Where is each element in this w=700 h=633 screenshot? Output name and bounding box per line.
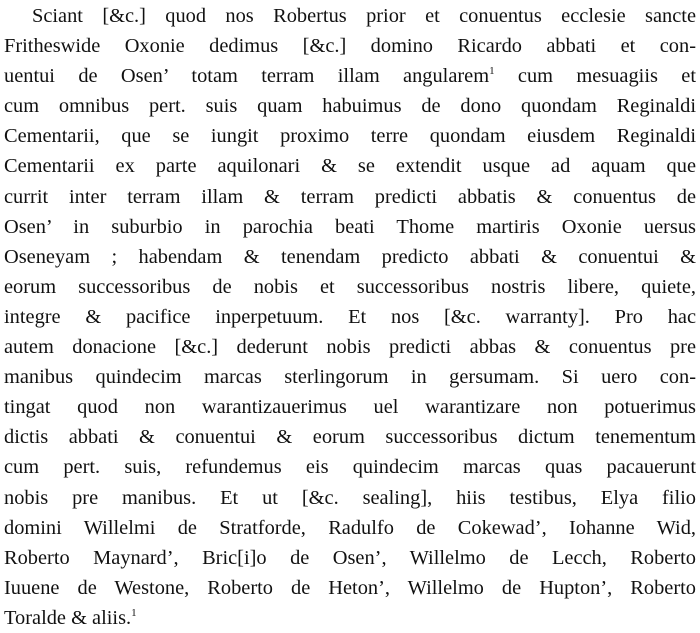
text-line: Toralde & aliis.$^1$: [4, 606, 137, 629]
text-line: manibus quindecim marcas sterlingorum in gersumam. Si uero con-: [4, 366, 696, 389]
charter-text-block: [4, 1, 696, 633]
text-line: autem donacione [&c.] dederunt nobis predicti abbas & conuentus pre: [4, 336, 696, 359]
text-line: Sciant [&c.] quod nos Robertus prior et conuentus ecclesie sancte: [32, 5, 696, 27]
text-line: Oseneyam ; habendam & tenendam predicto abbati & conuentui &: [4, 245, 696, 268]
text-line: currit inter terram illam & terram predicti abbatis & conuentus de: [4, 185, 696, 208]
text-line: Roberto Maynard’, Bric[i]o de Osen’, Willelmo de Lecch, Roberto: [4, 546, 696, 569]
text-line: Osen’ in suburbio in parochia beati Thome martiris Oxonie uersus: [4, 215, 696, 238]
text-line: eorum successoribus de nobis et successoribus nostris libere, quiete,: [4, 275, 696, 298]
text-line: cum pert. suis, refundemus eis quindecim marcas quas pacauerunt: [4, 456, 696, 479]
text-line: dictis abbati & conuentui & eorum successoribus dictum tenementum: [4, 426, 696, 449]
footnote-marker: 1: [131, 606, 137, 619]
footnote-marker: 1: [489, 65, 495, 78]
text-line: nobis pre manibus. Et ut [&c. sealing], hiis testibus, Elya filio: [4, 486, 696, 509]
text-line: Cementarii ex parte aquilonari & se extendit usque ad aquam que: [4, 155, 696, 178]
text-line: domini Willelmi de Stratforde, Radulfo de Cokewad’, Iohanne Wid,: [4, 516, 696, 539]
text-line: cum omnibus pert. suis quam habuimus de dono quondam Reginaldi: [4, 95, 696, 118]
text-line: integre & pacifice inperpetuum. Et nos [&c. warranty]. Pro hac: [4, 305, 696, 328]
text-line: Fritheswide Oxonie dedimus [&c.] domino Ricardo abbati et con-: [4, 35, 696, 58]
text-line: Iuuene de Westone, Roberto de Heton’, Willelmo de Hupton’, Roberto: [4, 576, 696, 599]
text-line: tingat quod non warantizauerimus uel warantizare non potuerimus: [4, 396, 696, 419]
text-line: Cementarii, que se iungit proximo terre quondam eiusdem Reginaldi: [4, 125, 696, 148]
text-line: uentui de Osen’ totam terram illam angularem$^1$ cum mesuagiis et: [4, 65, 696, 88]
